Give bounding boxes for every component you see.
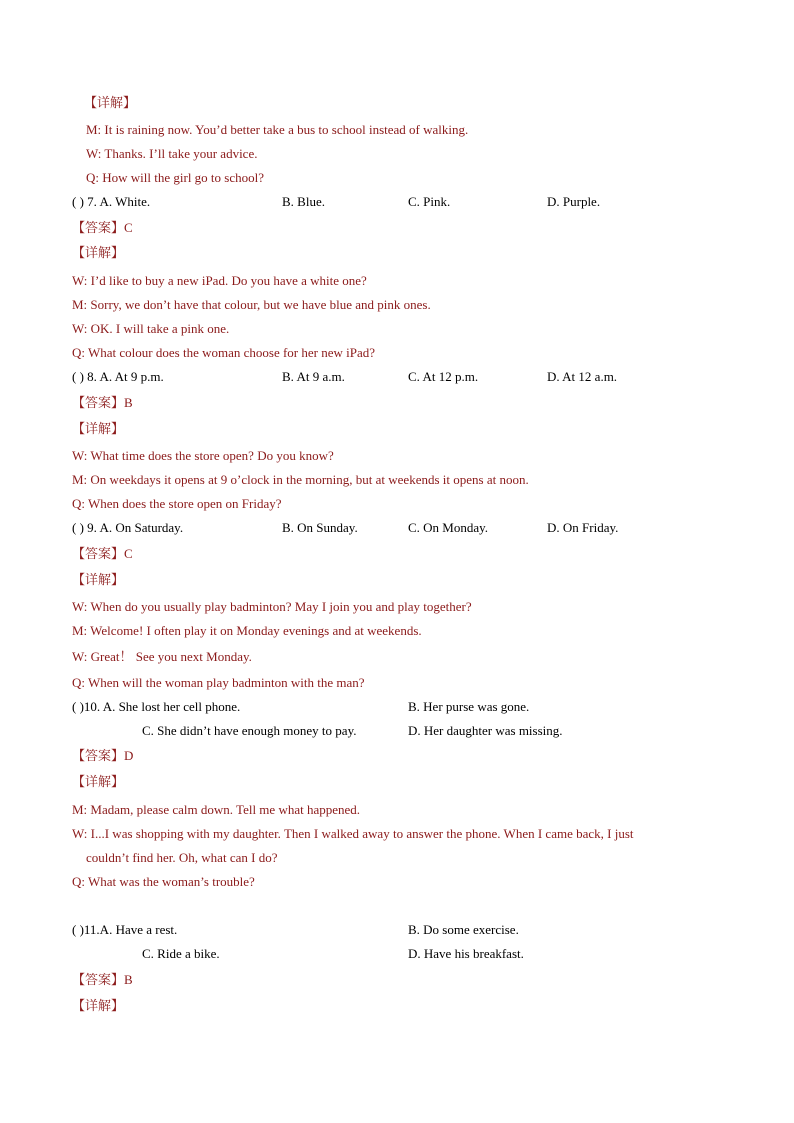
- question-stem: ( )10. A. She lost her cell phone.: [72, 699, 241, 714]
- answer-label: 【答案】: [72, 973, 125, 988]
- option-b: B. Do some exercise.: [408, 922, 519, 937]
- dialogue-line: W: I’d like to buy a new iPad. Do you have a white one?: [72, 273, 367, 288]
- option-c: C. On Monday.: [408, 520, 489, 535]
- detail-label: 【详解】: [72, 775, 125, 790]
- dialogue-line: W: Thanks. I’ll take your advice.: [86, 146, 258, 161]
- answer-value: B: [124, 395, 133, 410]
- option-d: D. At 12 a.m.: [547, 369, 618, 384]
- dialogue-line: W: When do you usually play badminton? May I join you and play together?: [72, 599, 472, 614]
- option-c: C. Ride a bike.: [142, 946, 220, 961]
- dialogue-line: Q: How will the girl go to school?: [86, 170, 265, 185]
- option-c: C. At 12 p.m.: [408, 369, 479, 384]
- detail-label: 【详解】: [72, 422, 125, 437]
- detail-label: 【详解】: [72, 573, 125, 588]
- option-d: D. On Friday.: [547, 520, 619, 535]
- option-d: D. Her daughter was missing.: [408, 723, 563, 738]
- dialogue-line: W: Great！ See you next Monday.: [72, 649, 252, 664]
- answer-label: 【答案】: [72, 749, 125, 764]
- answer-label: 【答案】: [72, 547, 125, 562]
- dialogue-line: W: OK. I will take a pink one.: [72, 321, 230, 336]
- dialogue-line: M: On weekdays it opens at 9 o’clock in the morning, but at weekends it opens at noon.: [72, 472, 529, 487]
- dialogue-line: W: What time does the store open? Do you know?: [72, 448, 334, 463]
- question-stem: ( )11.A. Have a rest.: [72, 922, 178, 937]
- answer-row: [72, 748, 133, 765]
- answer-value: C: [124, 220, 133, 235]
- answer-row: [72, 220, 133, 237]
- question-stem: ( ) 8. A. At 9 p.m.: [72, 369, 164, 384]
- answer-label: 【答案】: [72, 221, 125, 236]
- option-d: D. Have his breakfast.: [408, 946, 524, 961]
- answer-value: C: [124, 546, 133, 561]
- dialogue-line: couldn’t find her. Oh, what can I do?: [86, 850, 278, 865]
- option-b: B. On Sunday.: [282, 520, 358, 535]
- dialogue-line: Q: When will the woman play badminton with the man?: [72, 675, 365, 690]
- question-stem: ( ) 7. A. White.: [72, 194, 151, 209]
- option-b: B. At 9 a.m.: [282, 369, 345, 384]
- dialogue-line: M: Welcome! I often play it on Monday evenings and at weekends.: [72, 623, 422, 638]
- answer-value: D: [124, 748, 134, 763]
- answer-label: 【答案】: [72, 396, 125, 411]
- answer-row: [72, 546, 133, 563]
- dialogue-line: Q: What was the woman’s trouble?: [72, 874, 255, 889]
- dialogue-line: M: It is raining now. You’d better take a bus to school instead of walking.: [86, 122, 469, 137]
- answer-value: B: [124, 972, 133, 987]
- option-d: D. Purple.: [547, 194, 601, 209]
- detail-label: 【详解】: [84, 96, 137, 111]
- option-c: C. She didn’t have enough money to pay.: [142, 723, 357, 738]
- dialogue-line: Q: What colour does the woman choose for her new iPad?: [72, 345, 376, 360]
- answer-row: [72, 972, 133, 989]
- option-b: B. Blue.: [282, 194, 325, 209]
- detail-label: 【详解】: [72, 999, 125, 1014]
- dialogue-line: M: Madam, please calm down. Tell me what happened.: [72, 802, 361, 817]
- dialogue-line: M: Sorry, we don’t have that colour, but we have blue and pink ones.: [72, 297, 431, 312]
- dialogue-line: Q: When does the store open on Friday?: [72, 496, 282, 511]
- answer-row: [72, 395, 133, 412]
- option-b: B. Her purse was gone.: [408, 699, 530, 714]
- detail-label: 【详解】: [72, 246, 125, 261]
- option-c: C. Pink.: [408, 194, 451, 209]
- question-stem: ( ) 9. A. On Saturday.: [72, 520, 184, 535]
- dialogue-line: W: I...I was shopping with my daughter. Then I walked away to answer the phone. When I came back, I just: [72, 826, 634, 841]
